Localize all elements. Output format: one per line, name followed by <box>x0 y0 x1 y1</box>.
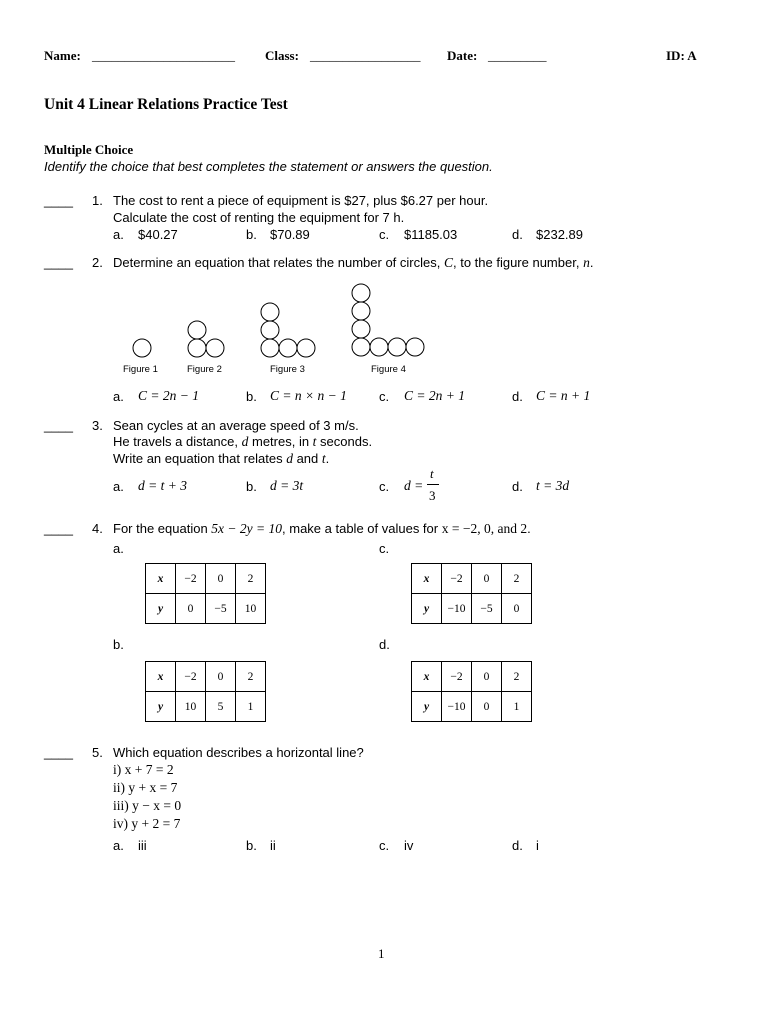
choice-2c-text[interactable]: C = 2n + 1 <box>404 388 465 403</box>
table-c-x-header: x <box>412 564 442 594</box>
question-5-text: Which equation describes a horizontal line? <box>113 745 364 760</box>
figure-4-circle <box>352 338 370 356</box>
figure-4-label: Figure 4 <box>371 364 406 375</box>
date-field[interactable]: _________ <box>488 48 547 63</box>
choice-5d-letter[interactable]: d. <box>512 838 523 853</box>
question-number-2: 2. <box>92 255 103 270</box>
answer-blank-1[interactable]: ____ <box>44 193 73 208</box>
question-3-line-1: Sean cycles at an average speed of 3 m/s. <box>113 418 359 433</box>
figure-1-label: Figure 1 <box>123 364 158 375</box>
figure-3-circle <box>261 303 279 321</box>
table-cell: 0 <box>206 662 236 692</box>
figure-4-circle <box>352 320 370 338</box>
figure-4-circle <box>370 338 388 356</box>
table-cell: 0 <box>206 564 236 594</box>
figure-2-circle <box>206 339 224 357</box>
name-label: Name: <box>44 48 81 63</box>
choice-3d-letter[interactable]: d. <box>512 479 523 494</box>
figure-3-circle <box>261 321 279 339</box>
table-d-y-header: y <box>412 692 442 722</box>
choice-5b-letter[interactable]: b. <box>246 838 257 853</box>
choice-3b-text[interactable]: d = 3t <box>270 478 304 493</box>
figure-4-circle <box>352 302 370 320</box>
section-heading: Multiple Choice <box>44 142 134 157</box>
figure-3-circle <box>261 339 279 357</box>
table-cell: 0 <box>472 662 502 692</box>
figure-3-label: Figure 3 <box>270 364 305 375</box>
question-4-text: For the equation 5x − 2y = 10, make a table of values for x = −2, 0, and 2. <box>113 521 531 536</box>
choice-4c-letter[interactable]: c. <box>379 541 390 556</box>
table-cell: 2 <box>502 662 532 692</box>
date-label: Date: <box>447 48 478 63</box>
figure-2-circle <box>188 321 206 339</box>
choice-5b-text[interactable]: ii <box>270 838 276 853</box>
figure-2-circle <box>188 339 206 357</box>
choice-1a-text[interactable]: $40.27 <box>138 227 178 242</box>
table-values-b[interactable] <box>145 661 266 722</box>
choice-2c-letter[interactable]: c. <box>379 389 390 404</box>
question-3-line-3: Write an equation that relates d and t. <box>113 451 330 466</box>
choice-2a-text[interactable]: C = 2n − 1 <box>138 388 199 403</box>
question-number-3: 3. <box>92 418 103 433</box>
table-cell: 10 <box>236 594 266 624</box>
table-cell: 2 <box>502 564 532 594</box>
choice-5a-letter[interactable]: a. <box>113 838 124 853</box>
figure-4-circle <box>388 338 406 356</box>
table-b-x-header: x <box>146 662 176 692</box>
choice-5c-letter[interactable]: c. <box>379 838 390 853</box>
question-1-line-2: Calculate the cost of renting the equipment for 7 h. <box>113 210 405 225</box>
choice-3c-letter[interactable]: c. <box>379 479 390 494</box>
table-a-x-header: x <box>146 564 176 594</box>
answer-blank-3[interactable]: ____ <box>44 418 73 433</box>
choice-5a-text[interactable]: iii <box>138 838 147 853</box>
choice-2b-text[interactable]: C = n × n − 1 <box>270 388 347 403</box>
choice-2a-letter[interactable]: a. <box>113 389 124 404</box>
choice-1d-letter[interactable]: d. <box>512 227 523 242</box>
table-cell: 0 <box>472 564 502 594</box>
table-values-a[interactable] <box>145 563 266 624</box>
table-cell: 0 <box>502 594 532 624</box>
figure-4-circle <box>352 284 370 302</box>
table-values-c[interactable] <box>411 563 532 624</box>
question-number-1: 1. <box>92 193 103 208</box>
table-values-d[interactable] <box>411 661 532 722</box>
page-title: Unit 4 Linear Relations Practice Test <box>44 96 288 113</box>
table-cell: 0 <box>176 594 206 624</box>
choice-3b-letter[interactable]: b. <box>246 479 257 494</box>
table-cell: −10 <box>442 692 472 722</box>
table-cell: −2 <box>176 662 206 692</box>
answer-blank-2[interactable]: ____ <box>44 255 73 270</box>
choice-5d-text[interactable]: i <box>536 838 539 853</box>
question-5-option-iii: iii) y − x = 0 <box>113 798 182 813</box>
question-3-line-2: He travels a distance, d metres, in t seconds. <box>113 434 373 449</box>
table-cell: 10 <box>176 692 206 722</box>
name-field[interactable]: ______________________ <box>92 48 235 63</box>
answer-blank-5[interactable]: ____ <box>44 745 73 760</box>
table-cell: 1 <box>502 692 532 722</box>
table-a-y-header: y <box>146 594 176 624</box>
choice-4a-letter[interactable]: a. <box>113 541 124 556</box>
choice-4d-letter[interactable]: d. <box>379 637 390 652</box>
question-2-text: Determine an equation that relates the number of circles, C, to the figure number, n. <box>113 255 594 270</box>
choice-3c-denominator[interactable]: 3 <box>429 488 436 503</box>
choice-2d-text[interactable]: C = n + 1 <box>536 388 591 403</box>
choice-3c-numerator[interactable]: t <box>430 466 434 481</box>
question-1-line-1: The cost to rent a piece of equipment is $27, plus $6.27 per hour. <box>113 193 489 208</box>
figure-3-circle <box>297 339 315 357</box>
choice-1b-letter[interactable]: b. <box>246 227 257 242</box>
table-b-y-header: y <box>146 692 176 722</box>
choice-1c-text[interactable]: $1185.03 <box>404 227 458 242</box>
table-cell: 2 <box>236 564 266 594</box>
choice-4b-letter[interactable]: b. <box>113 637 124 652</box>
question-number-4: 4. <box>92 521 103 536</box>
answer-blank-4[interactable]: ____ <box>44 521 73 536</box>
table-cell: −10 <box>442 594 472 624</box>
question-5-option-i: i) x + 7 = 2 <box>113 762 174 777</box>
figure-3-circle <box>279 339 297 357</box>
choice-5c-text[interactable]: iv <box>404 838 414 853</box>
choice-3a-letter[interactable]: a. <box>113 479 124 494</box>
table-cell: 5 <box>206 692 236 722</box>
choice-1c-letter[interactable]: c. <box>379 227 390 242</box>
choice-2b-letter[interactable]: b. <box>246 389 257 404</box>
figure-1-circle <box>133 339 151 357</box>
figure-2-label: Figure 2 <box>187 364 222 375</box>
table-cell: 0 <box>472 692 502 722</box>
table-cell: 1 <box>236 692 266 722</box>
table-cell: −2 <box>442 564 472 594</box>
choice-3c-lhs[interactable]: d = <box>404 478 424 493</box>
question-5-option-iv: iv) y + 2 = 7 <box>113 816 181 831</box>
class-label: Class: <box>265 48 299 63</box>
table-cell: −5 <box>206 594 236 624</box>
choice-3a-text[interactable]: d = t + 3 <box>138 478 187 493</box>
table-d-x-header: x <box>412 662 442 692</box>
question-5-option-ii: ii) y + x = 7 <box>113 780 178 795</box>
table-cell: −5 <box>472 594 502 624</box>
id-label: ID: A <box>666 48 697 63</box>
question-number-5: 5. <box>92 745 103 760</box>
table-cell: −2 <box>176 564 206 594</box>
choice-1b-text[interactable]: $70.89 <box>270 227 310 242</box>
table-c-y-header: y <box>412 594 442 624</box>
choice-1a-letter[interactable]: a. <box>113 227 124 242</box>
page-number: 1 <box>378 946 385 961</box>
choice-3d-text[interactable]: t = 3d <box>536 478 570 493</box>
table-cell: −2 <box>442 662 472 692</box>
table-cell: 2 <box>236 662 266 692</box>
choice-2d-letter[interactable]: d. <box>512 389 523 404</box>
choice-1d-text[interactable]: $232.89 <box>536 227 583 242</box>
figure-4-circle <box>406 338 424 356</box>
fraction-bar <box>427 484 439 485</box>
class-field[interactable]: _________________ <box>310 48 421 63</box>
section-instruction: Identify the choice that best completes the statement or answers the question. <box>44 159 493 174</box>
